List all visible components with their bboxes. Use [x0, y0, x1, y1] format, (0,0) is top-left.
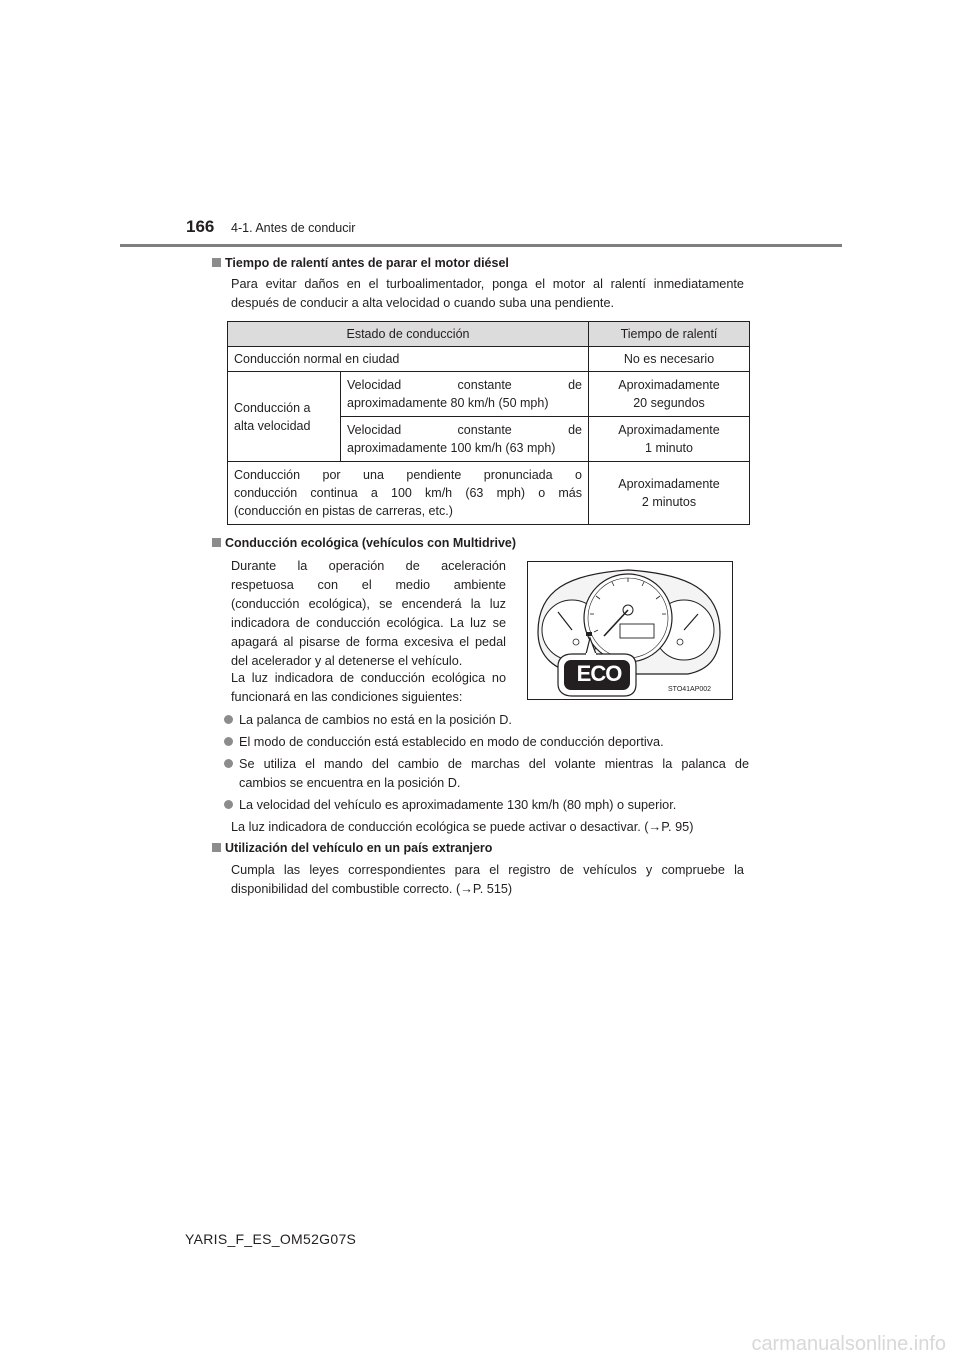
- eco-toggle-note: La luz indicadora de conducción ecológica se puede activar o desactivar. (→P. 95): [231, 820, 694, 834]
- table-cell: Conducción a alta velocidad: [228, 372, 341, 462]
- table-row: [228, 372, 750, 417]
- bullet-item: Se utiliza el mando del cambio de marchas del volante mientras la palanca de cambios se encuentra en la posición D.: [224, 755, 749, 793]
- eco-paragraph-1: Durante la operación de aceleración respetuosa con el medio ambiente (conducción ecológica), se encenderá la luz indicadora de conducción ecológica. La luz se apagará al pisarse de forma excesiva el pedal del acelerador y al detenerse el vehículo.: [231, 559, 506, 668]
- header-rule: [120, 244, 842, 247]
- table-cell: Velocidad constante de aproximadamente 80 km/h (50 mph): [341, 372, 589, 417]
- bullet-item: La palanca de cambios no está en la posición D.: [224, 711, 744, 730]
- round-bullet-icon: [224, 759, 233, 768]
- table-row: [228, 347, 750, 372]
- heading-foreign-country: Utilización del vehículo en un país extranjero: [212, 841, 492, 855]
- table-header-row: [228, 322, 750, 347]
- bullet-item: La velocidad del vehículo es aproximadamente 130 km/h (80 mph) o superior.: [224, 796, 744, 815]
- sec1-line2: después de conducir a alta velocidad o cuando suba una pendiente.: [231, 296, 615, 310]
- section-title: 4-1. Antes de conducir: [231, 221, 356, 235]
- sec3-line2: disponibilidad del combustible correcto. (→P. 515): [231, 882, 513, 896]
- idle-time-table: [227, 321, 750, 525]
- watermark: carmanualsonline.info: [751, 1333, 946, 1355]
- round-bullet-icon: [224, 737, 233, 746]
- round-bullet-icon: [224, 715, 233, 724]
- sec1-line1: Para evitar daños en el turboalimentador, ponga el motor al ralentí inmediatamente: [231, 277, 744, 291]
- figure-code: STO41AP002: [668, 686, 712, 693]
- table-cell: Aproximadamente 20 segundos: [589, 372, 750, 417]
- eco-paragraph-2: La luz indicadora de conducción ecológica no funcionará en las condiciones siguientes:: [231, 671, 506, 704]
- table-cell: Conducción por una pendiente pronunciada o conducción continua a 100 km/h (63 mph) o más (conducción en pistas de carreras, etc.): [228, 462, 589, 525]
- table-header-cell: Estado de conducción: [228, 322, 589, 347]
- eco-indicator-label: ECO: [576, 661, 622, 686]
- heading-eco-driving: Conducción ecológica (vehículos con Multidrive): [212, 536, 516, 550]
- table-cell: No es necesario: [589, 347, 750, 372]
- bullet-item: El modo de conducción está establecido en modo de conducción deportiva.: [224, 733, 744, 752]
- page-number: 166: [186, 217, 215, 236]
- table-cell: Conducción normal en ciudad: [228, 347, 589, 372]
- table-cell: Aproximadamente 2 minutos: [589, 462, 750, 525]
- square-bullet-icon: [212, 258, 221, 267]
- table-cell: Aproximadamente 1 minuto: [589, 417, 750, 462]
- round-bullet-icon: [224, 800, 233, 809]
- square-bullet-icon: [212, 538, 221, 547]
- sec3-line1: Cumpla las leyes correspondientes para el registro de vehículos y compruebe la: [231, 863, 744, 877]
- footer-code: YARIS_F_ES_OM52G07S: [185, 1231, 357, 1247]
- table-header-cell: Tiempo de ralentí: [589, 322, 750, 347]
- square-bullet-icon: [212, 843, 221, 852]
- instrument-cluster-figure: [527, 561, 733, 700]
- heading-idle-time: Tiempo de ralentí antes de parar el motor diésel: [212, 256, 509, 270]
- table-cell: Velocidad constante de aproximadamente 100 km/h (63 mph): [341, 417, 589, 462]
- table-row: [228, 462, 750, 525]
